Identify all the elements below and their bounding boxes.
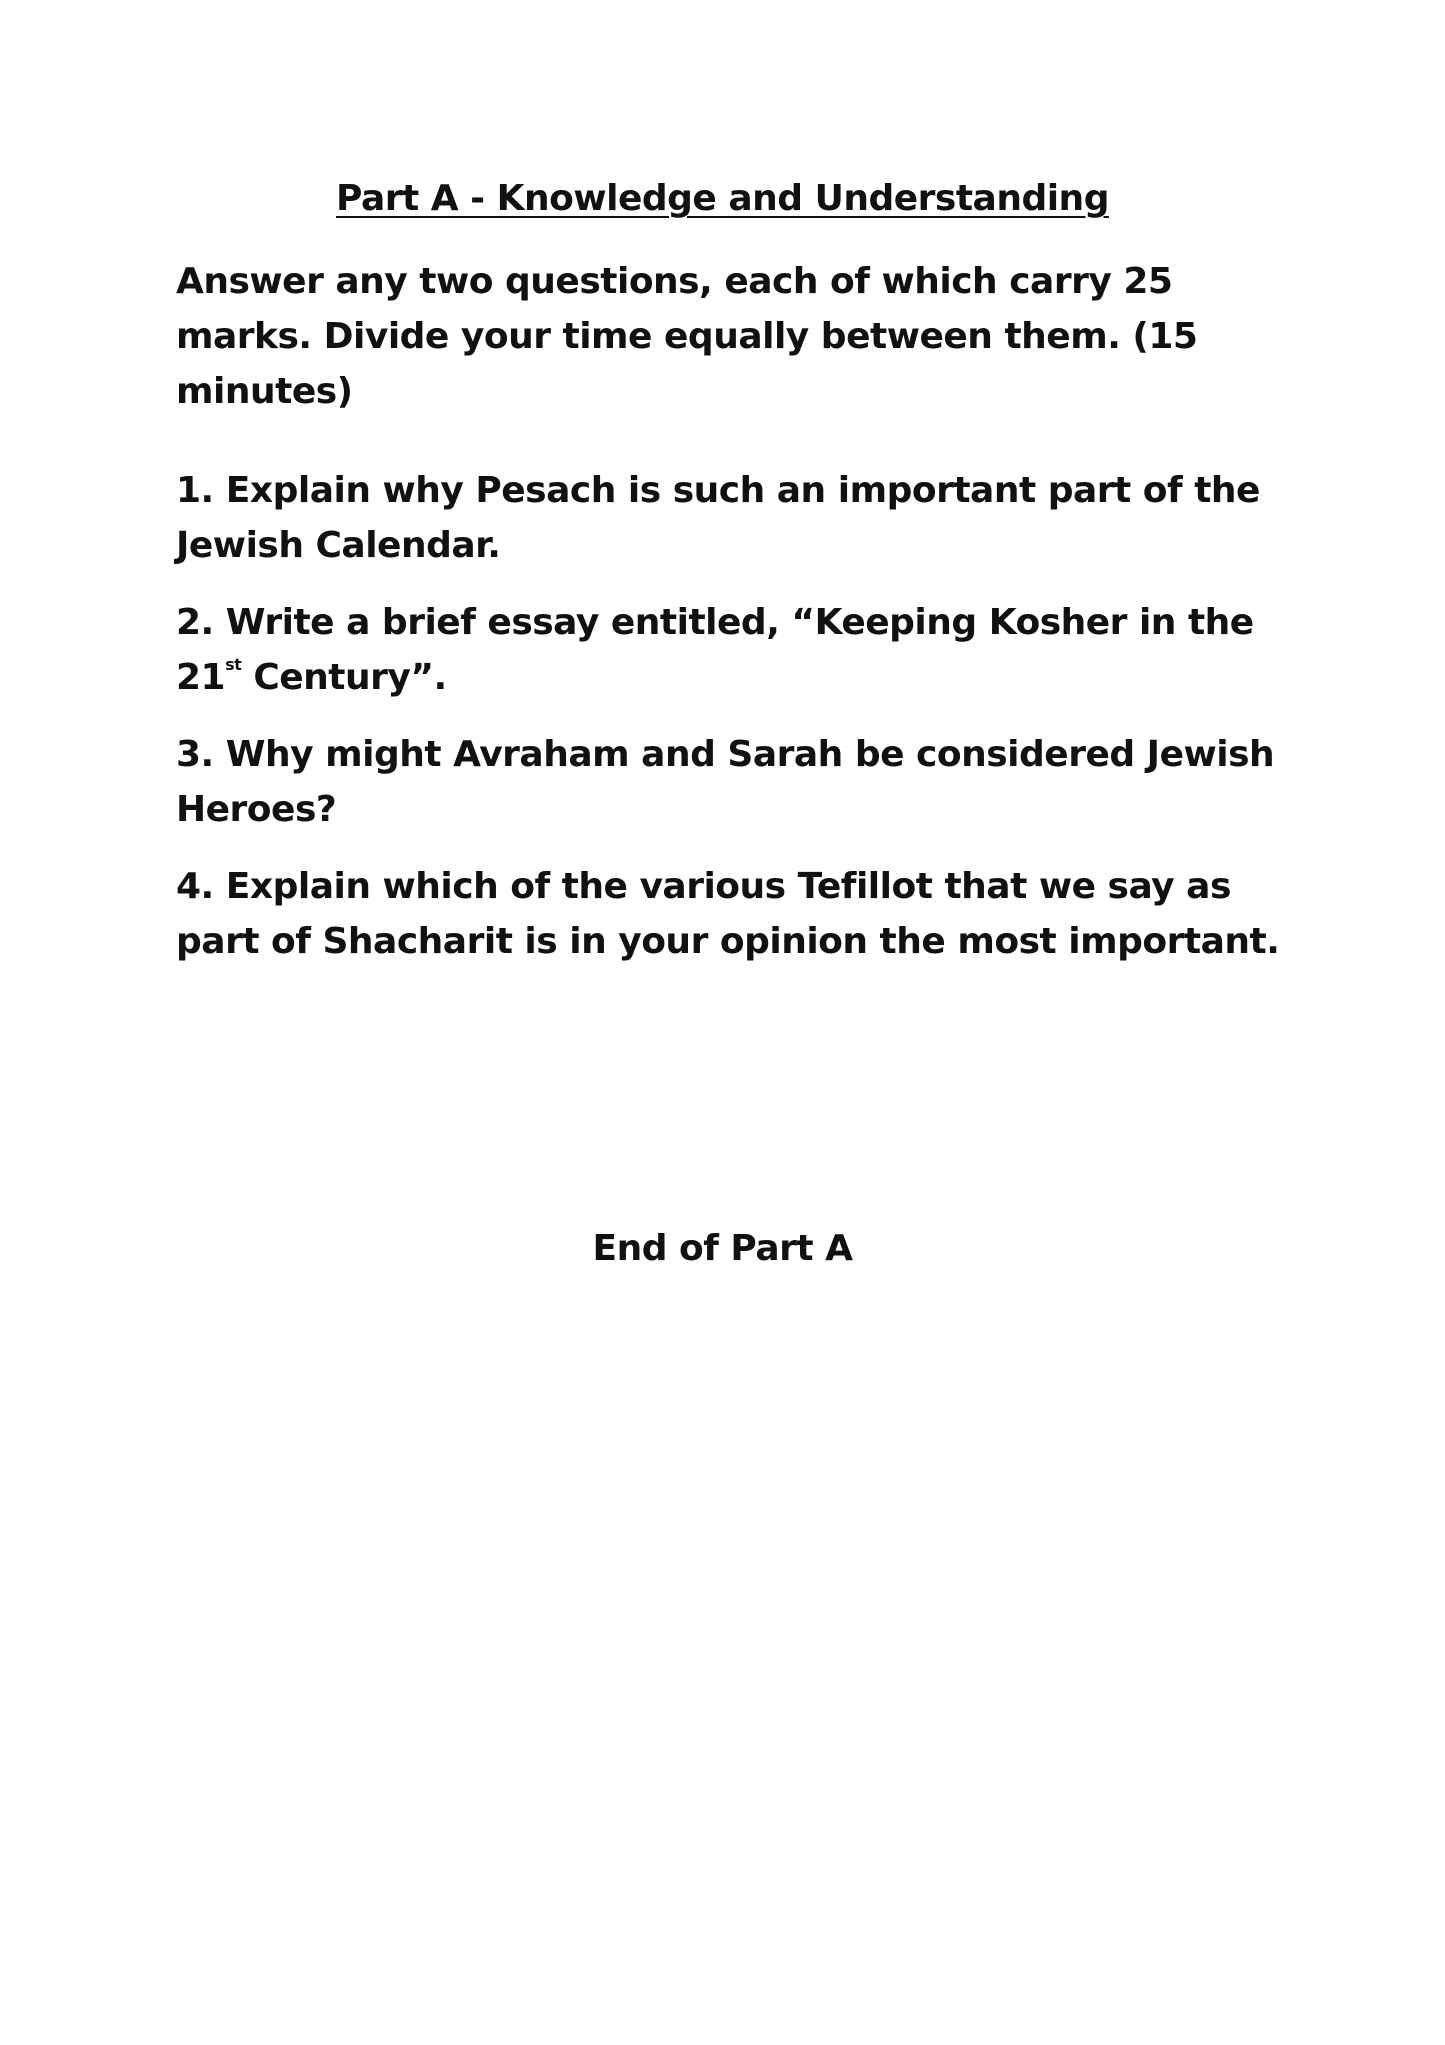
question-3 [176, 727, 1296, 837]
instructions-text: Answer any two questions, each of which carry 25 marks. Divide your time equally between them. (15 minutes) [176, 261, 1198, 412]
question-2 [176, 595, 1296, 705]
ordinal-superscript: st [225, 655, 242, 674]
question-text: Why might Avraham and Sarah be considered Jewish Heroes? [176, 734, 1275, 830]
question-number: 3. [176, 734, 214, 775]
question-4 [176, 859, 1296, 969]
end-of-section: End of Part A [592, 1228, 853, 1269]
question-list [176, 463, 1296, 991]
question-text: Explain why Pesach is such an important part of the Jewish Calendar. [176, 470, 1260, 566]
question-text-after: Century”. [241, 657, 447, 698]
question-number: 1. [176, 470, 214, 511]
question-text: Explain which of the various Tefillot that we say as part of Shacharit is in your opinion the most important. [176, 866, 1280, 962]
question-text-before: Write a brief essay entitled, “Keeping Kosher in the 21 [176, 602, 1254, 698]
question-number: 2. [176, 602, 214, 643]
section-title-text: Part A - Knowledge and Understanding [336, 178, 1109, 219]
section-title [0, 178, 1445, 219]
question-1 [176, 463, 1296, 573]
question-number: 4. [176, 866, 214, 907]
